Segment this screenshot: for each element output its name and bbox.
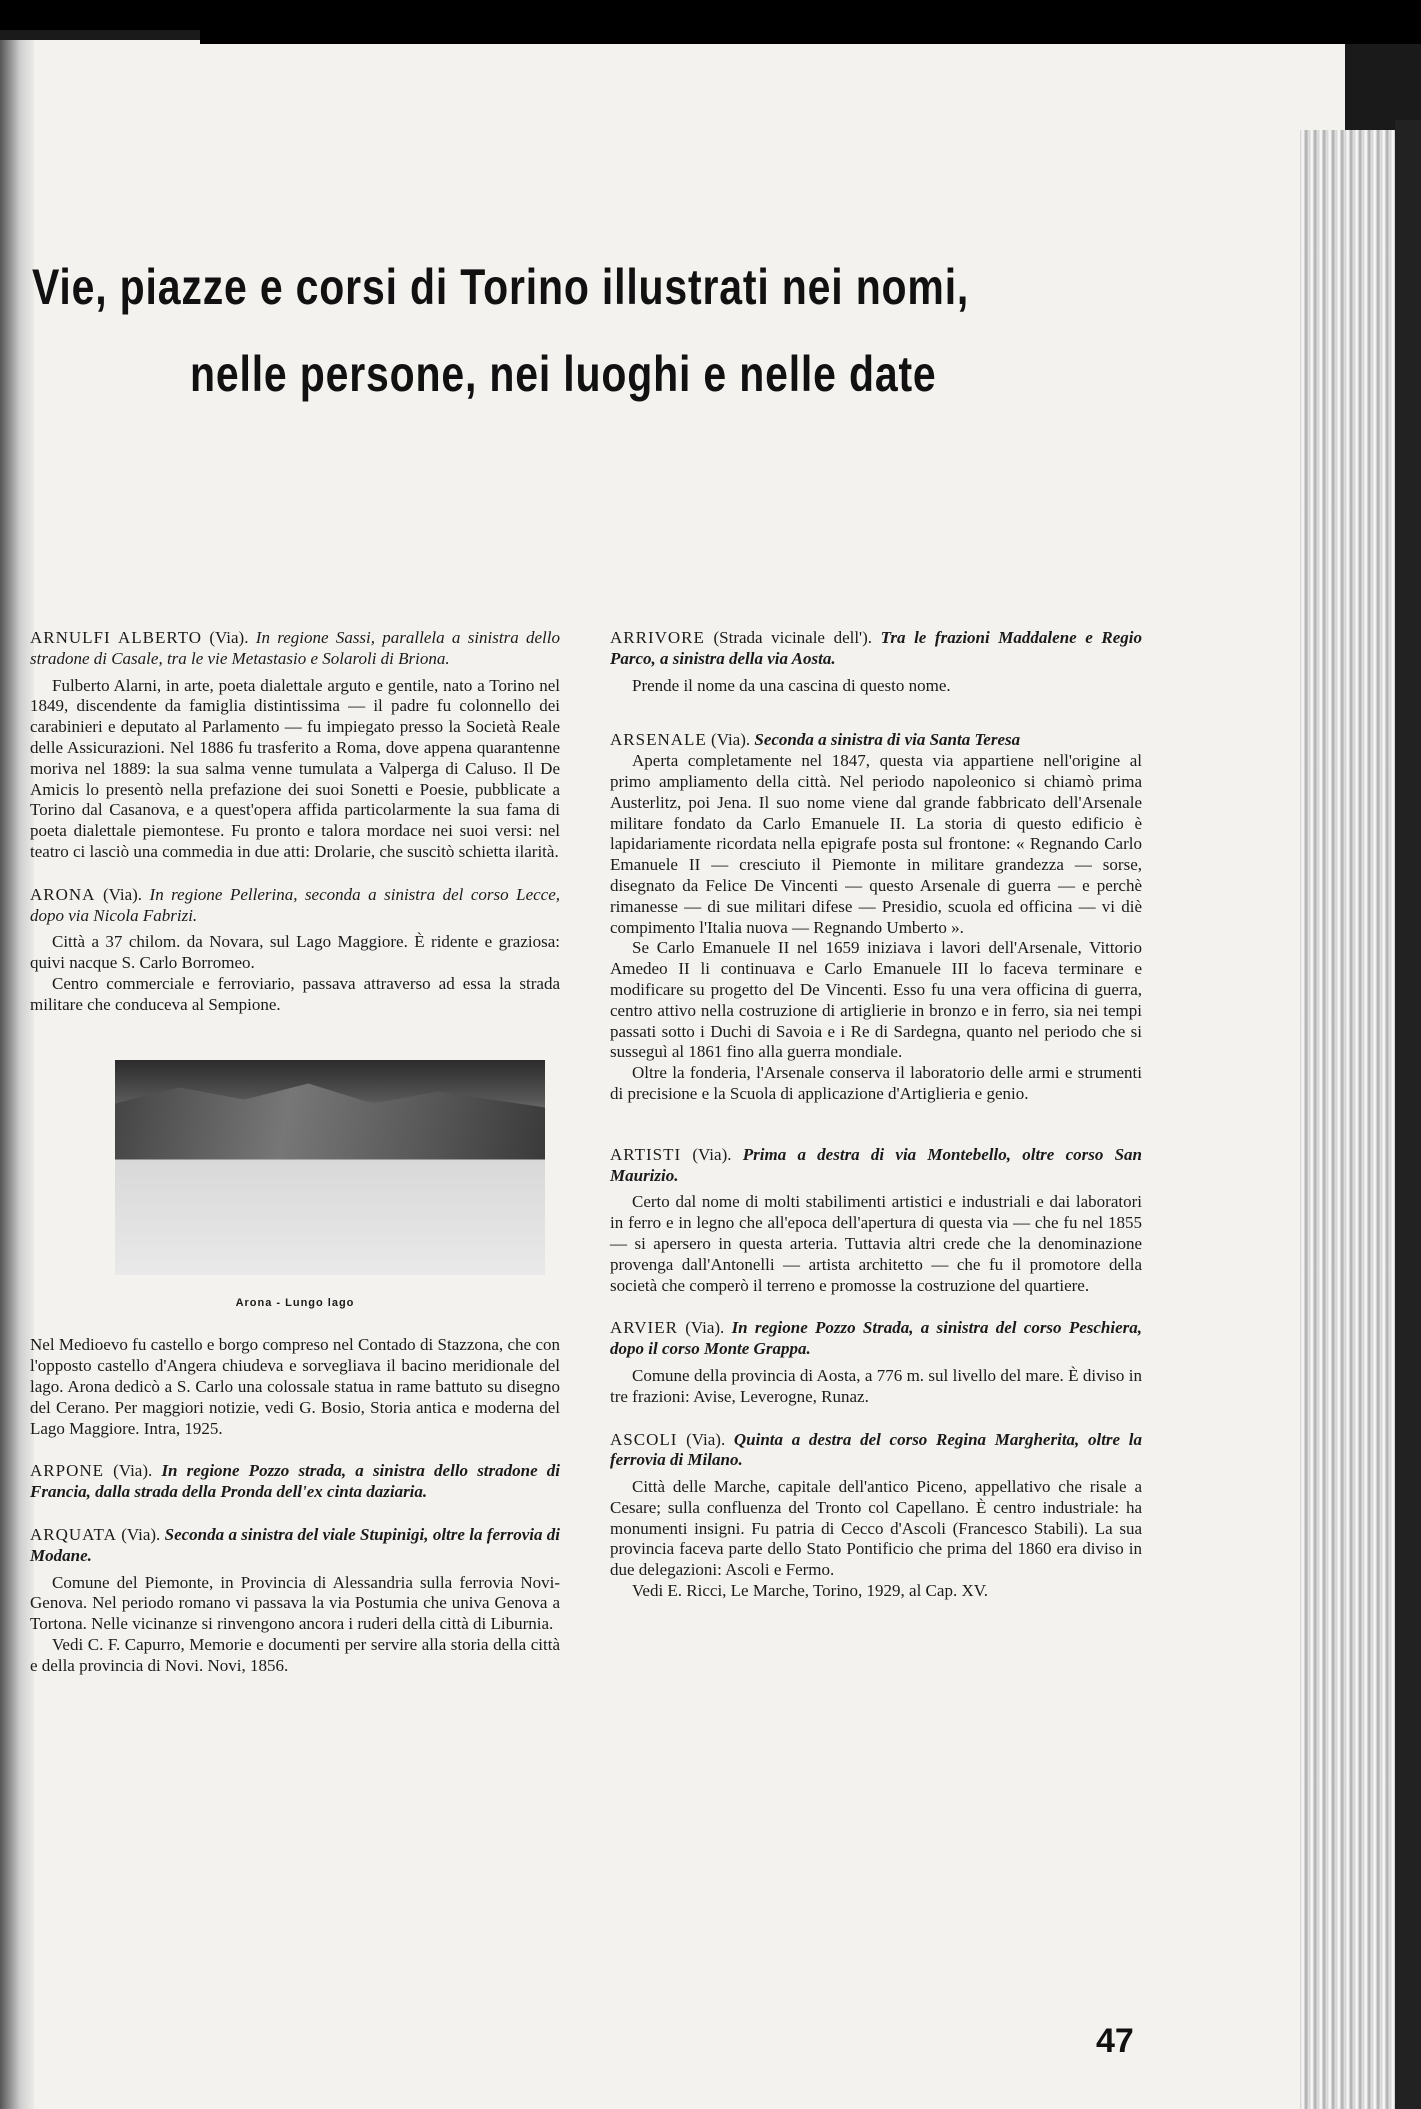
street-name: ARTISTI	[610, 1144, 682, 1164]
entry-heading	[30, 628, 560, 670]
street-type: (Strada vicinale dell').	[713, 628, 873, 647]
entry-heading	[610, 628, 1142, 670]
street-name: ARONA	[30, 884, 96, 904]
scan-right-border	[1395, 120, 1421, 2109]
street-type: (Via).	[685, 1318, 725, 1338]
entry-body: Aperta completamente nel 1847, questa via appartiene nell'origine al primo ampliamento della città. Nel periodo napoleonico si chiamò prima Austerlitz, poi Jena. Il suo nome viene dal grande fabbricato dell'Arsenale militare fondato da Carlo Emanuele II. La storia di questo edificio è lapidariamente ricordata nella epigrafe posta sul frontone: « Regnando Carlo Emanuele II — cresciuto il Piemonte in militare grandezza — sorse, disegnato da Felice De Vincenti — questo Arsenale di guerra — e perchè rimanesse — di sue militari difese — Presidio, scuola ed officina — vi diè compimento l'Italia nuova — Regnando Umberto ».	[610, 751, 1142, 937]
right-column	[610, 628, 1142, 1624]
left-column	[30, 628, 560, 1699]
street-type: (Via).	[102, 884, 143, 904]
street-name: ASCOLI	[610, 1429, 678, 1449]
entry-body: Vedi E. Ricci, Le Marche, Torino, 1929, al Cap. XV.	[632, 1581, 989, 1601]
street-location: Tra le frazioni Maddalene e Regio Parco, a sinistra della via Aosta.	[610, 628, 1143, 668]
entry-heading	[610, 730, 1142, 751]
street-name: ARNULFI ALBERTO	[30, 628, 203, 647]
entry-arona	[30, 885, 560, 1440]
photo-caption: Arona - Lungo lago	[235, 1296, 355, 1309]
entry-body: Prende il nome da una cascina di questo nome.	[632, 675, 951, 695]
street-location: Prima a destra di via Montebello, oltre corso San Maurizio.	[610, 1144, 1143, 1185]
street-location: Seconda a sinistra di via Santa Teresa	[754, 730, 1021, 750]
street-type: (Via).	[711, 730, 751, 750]
street-location: Quinta a destra del corso Regina Margherita, oltre la ferrovia di Milano.	[610, 1429, 1142, 1470]
entry-body: Se Carlo Emanuele II nel 1659 iniziava i lavori dell'Arsenale, Vittorio Amedeo II li continuava e Carlo Emanuele III lo faceva terminare e modificare su progetto del De Vincenti. Esso fu una vera officina di guerra, centro attivo nella costruzione di artiglierie in bronzo e in ferro, sia nei tempi passati sotto i Duchi di Savoia e i Re di Sardegna, quanto nel periodo che si susseguì al 1861 fino alla guerra mondiale.	[610, 938, 1142, 1062]
entry-body: Nel Medioevo fu castello e borgo compreso nel Contado di Stazzona, che con l'opposto castello d'Angera chiudeva e sorvegliava il bacino meridionale del lago. Arona dedicò a S. Carlo una colossale statua in rame battuto su disegno del Cerano. Per maggiori notizie, vedi G. Bosio, Storia antica e moderna del Lago Maggiore. Intra, 1925.	[30, 1335, 560, 1438]
entry-heading	[30, 1525, 560, 1567]
page-number: 47	[1096, 2022, 1134, 2060]
entry-body: Fulberto Alarni, in arte, poeta dialettale arguto e gentile, nato a Torino nel 1849, discendente da famiglia distintissima — il padre fu colonnello dei carabinieri e deputato al Parlamento — fu impiegato presso la Società Reale delle Assicurazioni. Nel 1886 fu trasferito a Roma, dove appena quarantenne moriva nel 1889: la sua salma venne tumulata a Valperga di Caluso. Il De Amicis lo presentò nella prefazione dei suoi Sonetti e Poesie, pubblicate a Torino dal Casanova, e a quest'opera affida particolarmente la sua fama di poeta dialettale piemontese. Fu pronto e talora mordace nei suoi versi: nel teatro ci lasciò una commedia in due atti: Drolarie, che suscitò schietta ilarità.	[30, 675, 560, 861]
entry-heading	[30, 1461, 560, 1503]
entry-arvier	[610, 1318, 1142, 1407]
entry-arnulfi	[30, 628, 560, 863]
entry-body: Comune della provincia di Aosta, a 776 m. sul livello del mare. È diviso in tre frazioni: Avise, Leverogne, Runaz.	[610, 1365, 1142, 1406]
street-type: (Via).	[692, 1144, 732, 1164]
entry-arsenale	[610, 730, 1142, 1104]
entry-body: Centro commerciale e ferroviario, passava attraverso ad essa la strada militare che conduceva al Sempione.	[30, 973, 560, 1014]
entry-body: Certo dal nome di molti stabilimenti artistici e industriali e dai laboratori in ferro e in legno che all'epoca dell'apertura di questa via — che fu nel 1855 — si apersero in questa arteria. Tuttavia altri crede che la denominazione provenga dall'Antonelli — artista architetto — che fu il promotore della società che comperò il terreno e promosse la costruzione del quartiere.	[610, 1192, 1142, 1295]
page-title-line-1: Vie, piazze e corsi di Torino illustrati nei nomi,	[32, 259, 970, 315]
entry-body: Città a 37 chilom. da Novara, sul Lago Maggiore. È ridente e graziosa: quivi nacque S. Carlo Borromeo.	[30, 932, 560, 973]
entry-body: Città delle Marche, capitale dell'antico Piceno, appellativo che risale a Cesare; sulla confluenza del Tronto col Capellano. È centro industriale: ha monumenti insigni. Fu patria di Cecco d'Ascoli (Francesco Stabili). La sua provincia faceva parte dello Stato Pontificio che prima del 1860 era diviso in due delegazioni: Ascoli e Fermo.	[610, 1477, 1142, 1580]
entry-arquata	[30, 1525, 560, 1677]
entry-heading	[610, 1318, 1142, 1360]
entry-arpone	[30, 1461, 560, 1503]
arona-lakefront-photo	[115, 1060, 545, 1275]
entry-body: Comune del Piemonte, in Provincia di Alessandria sulla ferrovia Novi-Genova. Nel periodo romano vi passava la via Postumia che univa Genova a Tortona. Nelle vicinanze si rinvengono ancora i ruderi della città di Liburnia.	[30, 1572, 560, 1634]
entry-heading	[30, 885, 560, 927]
street-name: ARPONE	[30, 1461, 105, 1481]
entry-arrivore	[610, 628, 1142, 696]
street-type: (Via).	[121, 1524, 161, 1544]
page-left-shadow	[0, 40, 34, 2109]
street-location: In regione Pozzo Strada, a sinistra del corso Peschiera, dopo il corso Monte Grappa.	[610, 1318, 1142, 1359]
street-location: Seconda a sinistra del viale Stupinigi, oltre la ferrovia di Modane.	[30, 1524, 561, 1565]
street-location: In regione Pellerina, seconda a sinistra del corso Lecce, dopo via Nicola Fabrizi.	[30, 884, 561, 925]
page-title-line-2: nelle persone, nei luoghi e nelle date	[190, 346, 937, 402]
entry-body: Vedi C. F. Capurro, Memorie e documenti per servire alla storia della città e della provincia di Novi. Novi, 1856.	[30, 1634, 560, 1675]
scan-top-shadow	[200, 18, 1421, 44]
street-type: (Via).	[113, 1461, 153, 1481]
entry-heading	[610, 1430, 1142, 1472]
street-name: ARSENALE	[610, 730, 707, 750]
street-type: (Via).	[686, 1429, 726, 1449]
street-location: In regione Sassi, parallela a sinistra dello stradone di Casale, tra le vie Metastasio e Solaroli di Briona.	[30, 628, 561, 668]
street-name: ARVIER	[610, 1318, 678, 1338]
entry-ascoli	[610, 1430, 1142, 1602]
entry-heading	[610, 1145, 1142, 1187]
street-location: In regione Pozzo strada, a sinistra dello stradone di Francia, dalla strada della Pronda dell'ex cinta daziaria.	[30, 1461, 561, 1502]
street-name: ARRIVORE	[610, 628, 705, 647]
entry-body: Oltre la fonderia, l'Arsenale conserva il laboratorio delle armi e strumenti di precisione e la Scuola di applicazione d'Artiglieria e genio.	[610, 1063, 1142, 1103]
street-name: ARQUATA	[30, 1524, 117, 1544]
street-type: (Via).	[209, 628, 249, 647]
entry-artisti	[610, 1145, 1142, 1297]
